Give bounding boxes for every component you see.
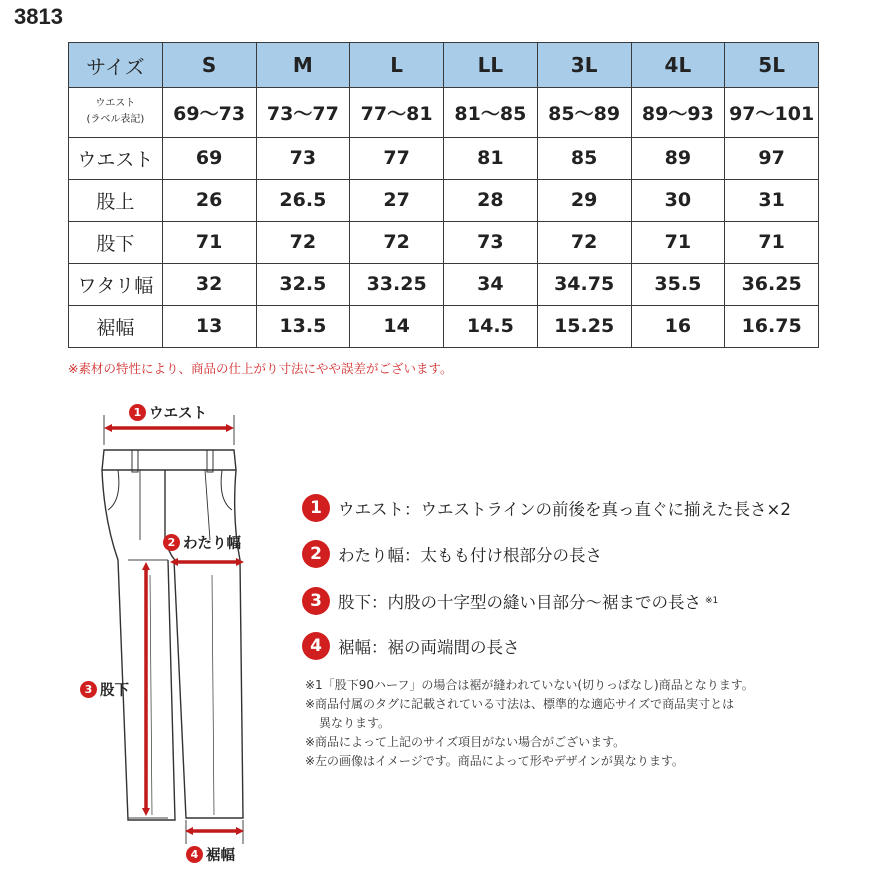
table-cell: 77〜81 xyxy=(350,88,444,138)
table-cell: 73〜77 xyxy=(256,88,350,138)
table-cell: 32.5 xyxy=(256,263,350,305)
badge-1: 1 xyxy=(129,404,146,421)
row-label-rise: 股上 xyxy=(69,179,163,221)
table-cell: 69 xyxy=(162,137,256,179)
tolerance-note: ※素材の特性により、商品の仕上がり寸法にやや誤差がございます。 xyxy=(68,361,453,376)
table-cell: 26 xyxy=(162,179,256,221)
table-cell: 89〜93 xyxy=(631,88,725,138)
diagram-label-inseam-text: 股下 xyxy=(100,683,129,699)
pants-outline xyxy=(102,450,243,820)
table-cell: 85 xyxy=(537,137,631,179)
footnote-3: ※商品によって上記のサイズ項目がない場合がございます。 xyxy=(305,735,626,749)
header-size-5l: 5L xyxy=(725,43,819,88)
table-cell: 14.5 xyxy=(444,305,538,347)
table-cell: 72 xyxy=(256,221,350,263)
table-cell: 81〜85 xyxy=(444,88,538,138)
table-cell: 69〜73 xyxy=(162,88,256,138)
legend-sup-3: ※1 xyxy=(705,596,719,606)
table-cell: 31 xyxy=(725,179,819,221)
footnote-2-cont: 異なります。 xyxy=(319,716,391,730)
header-size-s: S xyxy=(162,43,256,88)
footnotes xyxy=(305,676,754,771)
table-cell: 73 xyxy=(256,137,350,179)
legend-item-inseam xyxy=(302,587,718,615)
table-cell: 29 xyxy=(537,179,631,221)
header-size-3l: 3L xyxy=(537,43,631,88)
table-cell: 27 xyxy=(350,179,444,221)
table-cell: 14 xyxy=(350,305,444,347)
table-cell: 72 xyxy=(350,221,444,263)
diagram-label-watari xyxy=(163,532,241,553)
row-label-hem-width: 裾幅 xyxy=(69,305,163,347)
table-cell: 71 xyxy=(725,221,819,263)
badge-4: 4 xyxy=(186,846,203,863)
header-size-label: サイズ xyxy=(69,43,163,88)
header-size-ll: LL xyxy=(444,43,538,88)
legend-text-3: 股下：内股の十字型の縫い目部分〜裾までの長さ xyxy=(338,593,701,612)
table-cell: 89 xyxy=(631,137,725,179)
row-label-waist: ウエスト xyxy=(69,137,163,179)
footnote-4: ※左の画像はイメージです。商品によって形やデザインが異なります。 xyxy=(305,754,684,768)
table-cell: 73 xyxy=(444,221,538,263)
table-cell: 97〜101 xyxy=(725,88,819,138)
product-code: 3813 xyxy=(14,4,63,29)
table-cell: 32 xyxy=(162,263,256,305)
table-cell: 13 xyxy=(162,305,256,347)
legend-text-1: ウエスト：ウエストラインの前後を真っ直ぐに揃えた長さ×2 xyxy=(338,500,791,519)
table-cell: 26.5 xyxy=(256,179,350,221)
table-cell: 16 xyxy=(631,305,725,347)
legend-badge-1: 1 xyxy=(302,494,330,522)
table-cell: 30 xyxy=(631,179,725,221)
table-cell: 72 xyxy=(537,221,631,263)
row-label-line1: ウエスト xyxy=(95,98,136,110)
table-cell: 71 xyxy=(162,221,256,263)
table-cell: 36.25 xyxy=(725,263,819,305)
diagram-label-hem-text: 裾幅 xyxy=(206,848,235,864)
legend-badge-3: 3 xyxy=(302,587,330,615)
legend-item-waist xyxy=(302,494,791,522)
footnote-2: ※商品付属のタグに記載されている寸法は、標準的な適応サイズで商品実寸とは xyxy=(305,697,735,711)
legend-item-watari xyxy=(302,540,602,568)
header-size-m: M xyxy=(256,43,350,88)
table-cell: 33.25 xyxy=(350,263,444,305)
legend-item-hem xyxy=(302,632,520,660)
legend-text-4: 裾幅：裾の両端間の長さ xyxy=(338,638,520,657)
footnote-1: ※1「股下90ハーフ」の場合は裾が縫われていない(切りっぱなし)商品となります。 xyxy=(305,678,754,692)
table-cell: 71 xyxy=(631,221,725,263)
diagram-label-inseam xyxy=(80,679,129,700)
table-cell: 28 xyxy=(444,179,538,221)
diagram-label-hem xyxy=(186,844,235,865)
legend-badge-4: 4 xyxy=(302,632,330,660)
table-cell: 35.5 xyxy=(631,263,725,305)
row-label-inseam: 股下 xyxy=(69,221,163,263)
table-cell: 16.75 xyxy=(725,305,819,347)
row-label-line2: (ラベル表記) xyxy=(86,114,145,126)
table-cell: 97 xyxy=(725,137,819,179)
table-cell: 81 xyxy=(444,137,538,179)
row-label-thigh-width: ワタリ幅 xyxy=(69,263,163,305)
table-cell: 15.25 xyxy=(537,305,631,347)
table-cell: 34 xyxy=(444,263,538,305)
badge-2: 2 xyxy=(163,534,180,551)
header-size-l: L xyxy=(350,43,444,88)
header-size-4l: 4L xyxy=(631,43,725,88)
badge-3: 3 xyxy=(80,681,97,698)
table-cell: 85〜89 xyxy=(537,88,631,138)
diagram-label-waist-text: ウエスト xyxy=(149,406,207,422)
table-cell: 34.75 xyxy=(537,263,631,305)
table-cell: 13.5 xyxy=(256,305,350,347)
diagram-label-waist xyxy=(129,402,207,423)
legend-badge-2: 2 xyxy=(302,540,330,568)
table-cell: 77 xyxy=(350,137,444,179)
legend-text-2: わたり幅：太もも付け根部分の長さ xyxy=(338,546,602,565)
diagram-label-watari-text: わたり幅 xyxy=(183,536,241,552)
